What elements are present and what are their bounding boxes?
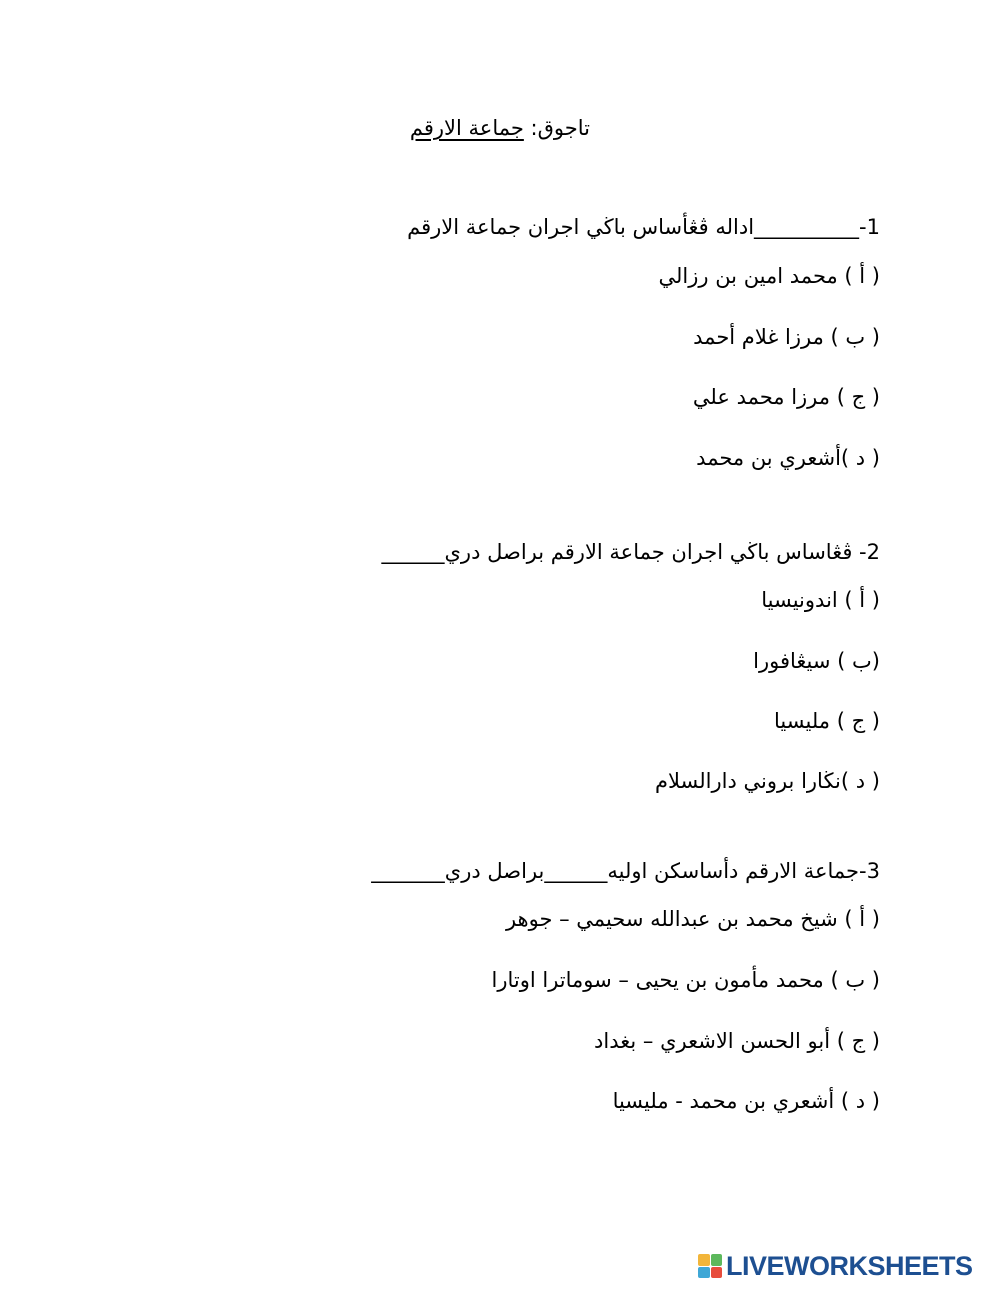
question-1-option-b[interactable]: ( ب ) مرزا غلام أحمد <box>693 325 880 349</box>
question-1-prompt: 1-__________اداله ڤڠأساس باڬي اجران جماعة الارقم <box>407 215 880 239</box>
question-3-option-a[interactable]: ( أ ) شيخ محمد بن عبدالله سحيمي – جوهر <box>505 907 880 931</box>
question-2-option-a[interactable]: ( أ ) اندونيسيا <box>761 588 880 612</box>
question-2-option-b[interactable]: (ب ) سيڠافورا <box>753 649 880 673</box>
liveworksheets-logo <box>698 1250 973 1282</box>
logo-mark-square <box>711 1267 723 1279</box>
question-3-option-b[interactable]: ( ب ) محمد مأمون بن يحيى – سوماترا اوتارا <box>491 968 880 992</box>
question-1-option-a[interactable]: ( أ ) محمد امين بن رزالي <box>658 264 880 288</box>
logo-text: LIVEWORKSHEETS <box>726 1250 973 1281</box>
question-3-option-c[interactable]: ( ج ) أبو الحسن الاشعري – بغداد <box>594 1029 880 1053</box>
question-2-prompt: 2- ڤڠاساس باڬي اجران جماعة الارقم براصل دري______ <box>381 540 880 564</box>
question-1-option-c[interactable]: ( ج ) مرزا محمد علي <box>692 385 880 409</box>
question-3-prompt: 3-جماعة الارقم دأساسكن اوليه______براصل دري_______ <box>371 859 880 883</box>
title-label: تاجوق: <box>530 116 590 140</box>
logo-mark-square <box>711 1254 723 1266</box>
title-value: جماعة الارقم <box>409 116 524 140</box>
question-2-option-c[interactable]: ( ج ) مليسيا <box>774 709 880 733</box>
question-2-option-d[interactable]: ( د )نڬارا بروني دارالسلام <box>654 769 880 793</box>
logo-mark-square <box>698 1267 710 1279</box>
question-3-option-d[interactable]: ( د ) أشعري بن محمد - مليسيا <box>612 1089 880 1113</box>
logo-mark-square <box>698 1254 710 1266</box>
logo-mark-icon <box>698 1254 722 1278</box>
question-1-option-d[interactable]: ( د )أشعري بن محمد <box>696 446 880 470</box>
worksheet-title <box>300 116 590 140</box>
